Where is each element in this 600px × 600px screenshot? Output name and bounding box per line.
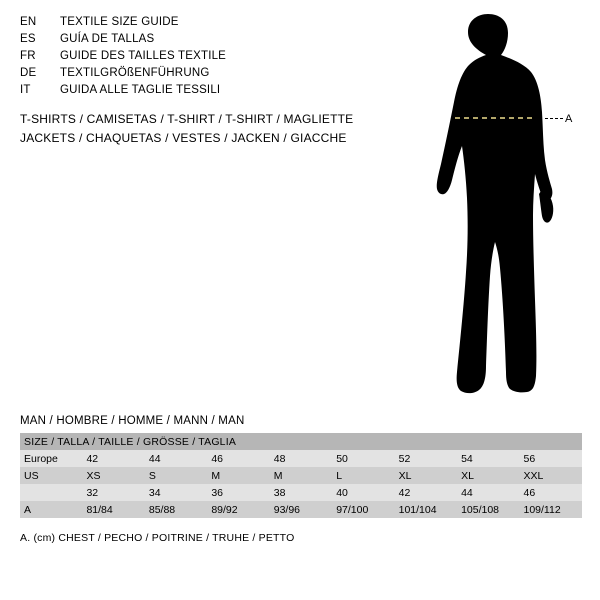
cell-us-4: L	[332, 467, 394, 484]
language-row-en	[20, 16, 400, 33]
body-silhouette-figure	[400, 10, 590, 400]
cell-europe-0: 42	[82, 450, 144, 467]
row-label-numeric	[20, 484, 82, 501]
cell-numeric-5: 42	[395, 484, 457, 501]
table-header-label: SIZE / TALLA / TAILLE / GRÖSSE / TAGLIA	[20, 433, 582, 450]
row-label-europe: Europe	[20, 450, 82, 467]
cell-europe-2: 46	[207, 450, 269, 467]
row-label-us: US	[20, 467, 82, 484]
cell-numeric-1: 34	[145, 484, 207, 501]
cell-a-1: 85/88	[145, 501, 207, 518]
cell-europe-3: 48	[270, 450, 332, 467]
language-code-de: DE	[20, 67, 37, 79]
category-block	[20, 110, 440, 148]
table-row	[20, 501, 582, 518]
measure-label-a: A	[565, 113, 573, 125]
language-row-it	[20, 84, 400, 101]
category-jackets: JACKETS / CHAQUETAS / VESTES / JACKEN / GIACCHE	[20, 131, 347, 145]
language-row-de	[20, 67, 400, 84]
measure-leader-line	[545, 118, 563, 119]
cell-numeric-4: 40	[332, 484, 394, 501]
cell-numeric-7: 46	[520, 484, 583, 501]
cell-us-0: XS	[82, 467, 144, 484]
cell-us-5: XL	[395, 467, 457, 484]
cell-us-1: S	[145, 467, 207, 484]
cell-a-3: 93/96	[270, 501, 332, 518]
cell-us-3: M	[270, 467, 332, 484]
language-code-it: IT	[20, 84, 31, 96]
cell-a-0: 81/84	[82, 501, 144, 518]
silhouette-icon	[400, 10, 590, 400]
size-table-section	[20, 415, 582, 544]
cell-numeric-2: 36	[207, 484, 269, 501]
cell-us-6: XL	[457, 467, 519, 484]
cell-europe-4: 50	[332, 450, 394, 467]
cell-a-5: 101/104	[395, 501, 457, 518]
table-row	[20, 484, 582, 501]
language-code-en: EN	[20, 16, 37, 28]
language-text-it: GUIDA ALLE TAGLIE TESSILI	[60, 84, 221, 96]
cell-numeric-6: 44	[457, 484, 519, 501]
cell-europe-1: 44	[145, 450, 207, 467]
language-text-en: TEXTILE SIZE GUIDE	[60, 16, 179, 28]
table-footnote: A. (cm) CHEST / PECHO / POITRINE / TRUHE / PETTO	[20, 532, 295, 544]
cell-us-7: XXL	[520, 467, 583, 484]
language-code-fr: FR	[20, 50, 36, 62]
language-text-de: TEXTILGRÖßENFÜHRUNG	[60, 67, 210, 79]
size-table	[20, 433, 582, 518]
table-title-man: MAN / HOMBRE / HOMME / MANN / MAN	[20, 415, 245, 427]
language-code-es: ES	[20, 33, 36, 45]
cell-numeric-3: 38	[270, 484, 332, 501]
language-row-es	[20, 33, 400, 50]
cell-europe-5: 52	[395, 450, 457, 467]
row-label-a: A	[20, 501, 82, 518]
cell-a-2: 89/92	[207, 501, 269, 518]
table-header-row	[20, 433, 582, 450]
language-row-fr	[20, 50, 400, 67]
cell-europe-7: 56	[520, 450, 583, 467]
table-row	[20, 467, 582, 484]
table-row	[20, 450, 582, 467]
cell-a-4: 97/100	[332, 501, 394, 518]
language-header-block	[20, 16, 400, 101]
cell-europe-6: 54	[457, 450, 519, 467]
category-tshirts: T-SHIRTS / CAMISETAS / T-SHIRT / T-SHIRT / MAGLIETTE	[20, 112, 354, 126]
cell-numeric-0: 32	[82, 484, 144, 501]
cell-us-2: M	[207, 467, 269, 484]
language-text-fr: GUIDE DES TAILLES TEXTILE	[60, 50, 227, 62]
cell-a-7: 109/112	[520, 501, 583, 518]
cell-a-6: 105/108	[457, 501, 519, 518]
language-text-es: GUÍA DE TALLAS	[60, 33, 155, 45]
